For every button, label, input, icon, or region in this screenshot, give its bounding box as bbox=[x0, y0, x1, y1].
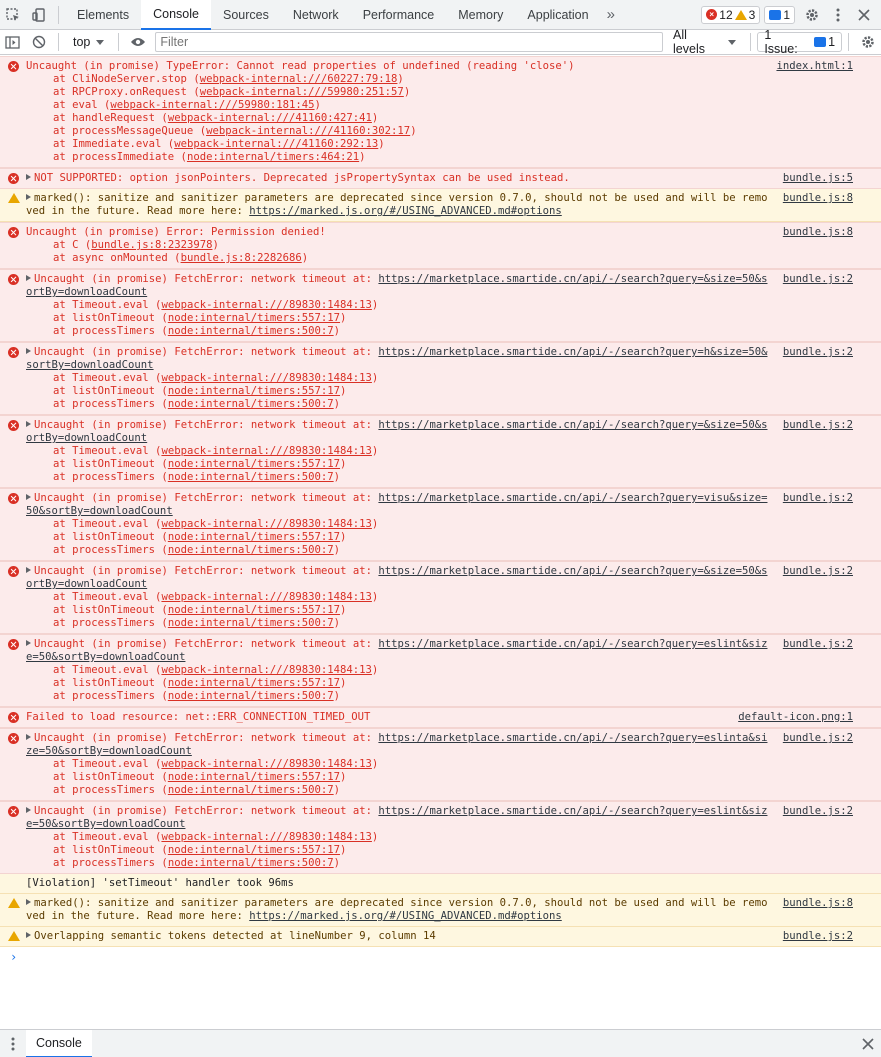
stack-paren: ) bbox=[371, 445, 379, 457]
message-link[interactable]: https://marketplace.smartide.cn/api/-/search?query=h&size=50&sortBy=downloadCount bbox=[26, 346, 768, 371]
message-text bbox=[26, 273, 771, 299]
stack-paren: ) bbox=[403, 86, 411, 98]
message-link[interactable]: https://marketplace.smartide.cn/api/-/search?query=eslinta&size=50&sortBy=downloadCount bbox=[26, 732, 768, 757]
stack-function: at processTimers ( bbox=[53, 471, 168, 483]
stack-paren: ) bbox=[340, 604, 347, 616]
message-link[interactable]: https://marketplace.smartide.cn/api/-/search?query=visu&size=50&sortBy=downloadCount bbox=[26, 492, 768, 517]
stack-frame bbox=[26, 398, 771, 411]
stack-location-link[interactable]: webpack-internal:///41160:302:17 bbox=[206, 125, 411, 137]
stack-frame bbox=[26, 312, 771, 325]
stack-function: at Timeout.eval ( bbox=[53, 831, 162, 843]
stack-paren: ) bbox=[371, 758, 379, 770]
divider bbox=[118, 33, 119, 51]
stack-function: at C ( bbox=[53, 239, 92, 251]
stack-frame bbox=[26, 372, 771, 385]
stack-function: at Timeout.eval ( bbox=[53, 445, 162, 457]
stack-paren: ) bbox=[333, 617, 341, 629]
expand-triangle-icon[interactable] bbox=[26, 734, 31, 740]
expand-triangle-icon[interactable] bbox=[26, 348, 31, 354]
message-text bbox=[26, 805, 771, 831]
message-link[interactable]: https://marketplace.smartide.cn/api/-/search?query=eslint&size=50&sortBy=downloadCount bbox=[26, 638, 768, 663]
console-message[interactable] bbox=[0, 561, 881, 634]
message-body: marked(): sanitize and sanitizer parameters are deprecated since version 0.7.0, should not be used and will be removed in the future. Read more here: bbox=[26, 192, 768, 217]
error-icon bbox=[8, 806, 19, 817]
warning-count: 3 bbox=[748, 7, 756, 22]
source-link[interactable]: bundle.js:8 bbox=[782, 192, 853, 204]
message-body: Uncaught (in promise) FetchError: network timeout at: bbox=[34, 492, 379, 504]
stack-location-link[interactable]: node:internal/timers:557:17 bbox=[167, 458, 341, 470]
stack-frame bbox=[26, 112, 771, 125]
stack-paren: ) bbox=[410, 125, 417, 137]
stack-function: at RPCProxy.onRequest ( bbox=[53, 86, 200, 98]
divider bbox=[58, 33, 59, 51]
message-body: Uncaught (in promise) FetchError: network timeout at: bbox=[34, 346, 379, 358]
stack-frame bbox=[26, 471, 771, 484]
divider bbox=[750, 33, 751, 51]
issues-count: 1 bbox=[828, 35, 836, 49]
tab-performance[interactable]: Performance bbox=[362, 7, 435, 22]
more-tabs-button[interactable]: » bbox=[606, 6, 615, 23]
message-body: Uncaught (in promise) FetchError: network timeout at: bbox=[34, 419, 379, 431]
stack-paren: ) bbox=[333, 857, 341, 869]
stack-function: at listOnTimeout ( bbox=[53, 844, 168, 856]
stack-location-link[interactable]: node:internal/timers:500:7 bbox=[167, 784, 334, 796]
expand-triangle-icon[interactable] bbox=[26, 494, 31, 500]
panel-tabs bbox=[65, 0, 601, 30]
expand-triangle-icon[interactable] bbox=[26, 275, 31, 281]
source-link[interactable]: bundle.js:2 bbox=[782, 638, 853, 650]
message-icon bbox=[814, 37, 826, 47]
error-icon bbox=[8, 566, 19, 577]
counts-area bbox=[701, 0, 881, 30]
stack-function: at Timeout.eval ( bbox=[53, 591, 162, 603]
error-warning-counter[interactable] bbox=[701, 6, 760, 24]
message-text bbox=[26, 492, 771, 518]
stack-frame bbox=[26, 385, 771, 398]
console-message[interactable] bbox=[0, 168, 881, 189]
source-link[interactable]: bundle.js:8 bbox=[782, 897, 853, 909]
stack-location-link[interactable]: webpack-internal:///89830:1484:13 bbox=[161, 758, 372, 770]
stack-paren: ) bbox=[333, 471, 341, 483]
close-drawer-icon[interactable] bbox=[855, 1029, 881, 1057]
tab-network[interactable]: Network bbox=[292, 7, 339, 22]
message-body: NOT SUPPORTED: option jsonPointers. Deprecated jsPropertySyntax can be used instead. bbox=[34, 172, 570, 184]
stack-paren: ) bbox=[371, 112, 379, 124]
message-link[interactable]: https://marketplace.smartide.cn/api/-/search?query=eslint&size=50&sortBy=downloadCount bbox=[26, 805, 768, 830]
error-icon bbox=[8, 61, 19, 72]
message-icon bbox=[769, 10, 781, 20]
stack-frame bbox=[26, 125, 771, 138]
stack-frame bbox=[26, 445, 771, 458]
stack-paren: ) bbox=[333, 398, 341, 410]
expand-triangle-icon[interactable] bbox=[26, 807, 31, 813]
message-text bbox=[26, 226, 771, 239]
stack-location-link[interactable]: bundle.js:8:2282686 bbox=[180, 252, 302, 264]
stack-function: at Timeout.eval ( bbox=[53, 372, 162, 384]
stack-frame bbox=[26, 758, 771, 771]
drawer-tab-console[interactable]: Console bbox=[26, 1030, 92, 1057]
stack-location-link[interactable]: node:internal/timers:464:21 bbox=[186, 151, 360, 163]
close-icon[interactable] bbox=[851, 0, 877, 30]
source-link[interactable]: bundle.js:2 bbox=[782, 346, 853, 358]
stack-frame bbox=[26, 239, 771, 252]
stack-frame bbox=[26, 857, 771, 870]
console-settings-gear-icon[interactable] bbox=[855, 27, 881, 57]
stack-paren: ) bbox=[371, 664, 379, 676]
stack-function: at listOnTimeout ( bbox=[53, 677, 168, 689]
error-icon bbox=[8, 227, 19, 238]
stack-paren: ) bbox=[301, 252, 309, 264]
stack-frame bbox=[26, 844, 771, 857]
stack-location-link[interactable]: node:internal/timers:500:7 bbox=[167, 471, 334, 483]
console-toolbar bbox=[0, 30, 881, 55]
console-prompt[interactable]: › bbox=[10, 950, 18, 964]
stack-function: at processImmediate ( bbox=[53, 151, 187, 163]
stack-location-link[interactable]: webpack-internal:///89830:1484:13 bbox=[161, 372, 372, 384]
stack-frame bbox=[26, 831, 771, 844]
stack-location-link[interactable]: node:internal/timers:500:7 bbox=[167, 325, 334, 337]
error-icon bbox=[8, 493, 19, 504]
log-levels-dropdown[interactable] bbox=[665, 28, 744, 56]
stack-function: at Timeout.eval ( bbox=[53, 664, 162, 676]
issues-button[interactable] bbox=[757, 28, 842, 56]
message-link[interactable]: https://marketplace.smartide.cn/api/-/search?query=&size=50&sortBy=downloadCount bbox=[26, 565, 768, 590]
stack-function: at processTimers ( bbox=[53, 784, 168, 796]
console-message[interactable] bbox=[0, 801, 881, 874]
stack-frame bbox=[26, 458, 771, 471]
stack-function: at listOnTimeout ( bbox=[53, 531, 168, 543]
expand-triangle-icon[interactable] bbox=[26, 899, 31, 905]
tab-memory[interactable]: Memory bbox=[458, 7, 504, 22]
stack-location-link[interactable]: webpack-internal:///89830:1484:13 bbox=[161, 445, 372, 457]
stack-function: at processTimers ( bbox=[53, 690, 168, 702]
source-link[interactable]: bundle.js:2 bbox=[782, 805, 853, 817]
stack-frame bbox=[26, 531, 771, 544]
stack-frame bbox=[26, 86, 771, 99]
stack-frame bbox=[26, 677, 771, 690]
message-body: Failed to load resource: net::ERR_CONNECTION_TIMED_OUT bbox=[26, 711, 371, 723]
chevron-down-icon bbox=[728, 40, 736, 45]
stack-location-link[interactable]: node:internal/timers:500:7 bbox=[167, 544, 334, 556]
log-levels-value: All levels bbox=[673, 28, 705, 56]
stack-function: at async onMounted ( bbox=[53, 252, 181, 264]
stack-function: at processTimers ( bbox=[53, 857, 168, 869]
stack-paren: ) bbox=[340, 385, 347, 397]
source-link[interactable]: index.html:1 bbox=[776, 60, 853, 72]
expand-triangle-icon[interactable] bbox=[26, 194, 31, 200]
stack-frame bbox=[26, 544, 771, 557]
console-message[interactable] bbox=[0, 634, 881, 707]
stack-function: at listOnTimeout ( bbox=[53, 458, 168, 470]
tab-console[interactable]: Console bbox=[141, 0, 211, 30]
stack-paren: ) bbox=[333, 544, 341, 556]
message-text bbox=[26, 711, 771, 724]
messages-counter[interactable] bbox=[764, 6, 795, 24]
console-messages bbox=[0, 56, 881, 1029]
stack-paren: ) bbox=[333, 784, 341, 796]
inspect-element-icon[interactable] bbox=[0, 0, 26, 30]
expand-triangle-icon[interactable] bbox=[26, 174, 31, 180]
stack-function: at handleRequest ( bbox=[53, 112, 168, 124]
console-message[interactable] bbox=[0, 894, 881, 927]
divider bbox=[848, 33, 849, 51]
source-link[interactable]: bundle.js:2 bbox=[782, 930, 853, 942]
stack-function: at listOnTimeout ( bbox=[53, 385, 168, 397]
error-icon bbox=[8, 173, 19, 184]
expand-triangle-icon[interactable] bbox=[26, 567, 31, 573]
stack-location-link[interactable]: node:internal/timers:500:7 bbox=[167, 617, 334, 629]
stack-paren: ) bbox=[378, 138, 385, 150]
context-selector[interactable] bbox=[65, 35, 112, 49]
device-toolbar-icon[interactable] bbox=[26, 0, 52, 30]
stack-paren: ) bbox=[333, 325, 341, 337]
stack-function: at eval ( bbox=[53, 99, 111, 111]
source-link[interactable]: bundle.js:2 bbox=[782, 565, 853, 577]
stack-function: at processTimers ( bbox=[53, 325, 168, 337]
warning-icon bbox=[8, 931, 20, 941]
error-icon bbox=[8, 347, 19, 358]
stack-paren: ) bbox=[371, 591, 379, 603]
stack-location-link[interactable]: node:internal/timers:557:17 bbox=[167, 312, 341, 324]
stack-paren: ) bbox=[371, 518, 379, 530]
message-text bbox=[26, 346, 771, 372]
message-text bbox=[26, 60, 771, 73]
tab-elements[interactable]: Elements bbox=[77, 7, 130, 22]
kebab-menu-icon[interactable] bbox=[825, 0, 851, 30]
message-link[interactable]: https://marked.js.org/#/USING_ADVANCED.md#options bbox=[249, 910, 562, 922]
stack-frame bbox=[26, 604, 771, 617]
stack-frame bbox=[26, 73, 771, 86]
error-count: 12 bbox=[719, 7, 733, 22]
error-icon bbox=[8, 274, 19, 285]
console-message[interactable] bbox=[0, 342, 881, 415]
stack-location-link[interactable]: node:internal/timers:557:17 bbox=[167, 385, 341, 397]
console-message[interactable] bbox=[0, 56, 881, 168]
console-message[interactable] bbox=[0, 874, 881, 894]
stack-location-link[interactable]: node:internal/timers:557:17 bbox=[167, 604, 341, 616]
warning-icon bbox=[735, 10, 747, 20]
sidebar-toggle-icon[interactable] bbox=[0, 27, 26, 57]
message-text bbox=[26, 930, 771, 943]
devtools-tabbar bbox=[0, 0, 881, 30]
stack-frame bbox=[26, 299, 771, 312]
stack-frame bbox=[26, 784, 771, 797]
stack-frame bbox=[26, 518, 771, 531]
stack-location-link[interactable]: node:internal/timers:557:17 bbox=[167, 677, 341, 689]
stack-location-link[interactable]: node:internal/timers:557:17 bbox=[167, 531, 341, 543]
stack-paren: ) bbox=[371, 299, 379, 311]
expand-triangle-icon[interactable] bbox=[26, 640, 31, 646]
message-body: Uncaught (in promise) FetchError: network timeout at: bbox=[34, 273, 379, 285]
stack-location-link[interactable]: webpack-internal:///41160:292:13 bbox=[174, 138, 379, 150]
stack-location-link[interactable]: node:internal/timers:500:7 bbox=[167, 690, 334, 702]
stack-function: at listOnTimeout ( bbox=[53, 312, 168, 324]
tab-application[interactable]: Application bbox=[527, 7, 589, 22]
stack-location-link[interactable]: node:internal/timers:557:17 bbox=[167, 771, 341, 783]
message-link[interactable]: https://marketplace.smartide.cn/api/-/search?query=&size=50&sortBy=downloadCount bbox=[26, 419, 768, 444]
source-link[interactable]: bundle.js:8 bbox=[782, 226, 853, 238]
message-body: Uncaught (in promise) FetchError: network timeout at: bbox=[34, 805, 379, 817]
console-message[interactable] bbox=[0, 707, 881, 728]
stack-paren: ) bbox=[340, 677, 347, 689]
stack-location-link[interactable]: webpack-internal:///59980:181:45 bbox=[110, 99, 315, 111]
message-body: Uncaught (in promise) FetchError: network timeout at: bbox=[34, 638, 379, 650]
stack-paren: ) bbox=[212, 239, 219, 251]
context-value: top bbox=[72, 35, 91, 49]
stack-location-link[interactable]: webpack-internal:///89830:1484:13 bbox=[161, 518, 372, 530]
stack-function: at listOnTimeout ( bbox=[53, 771, 168, 783]
stack-paren: ) bbox=[340, 458, 347, 470]
stack-function: at processMessageQueue ( bbox=[53, 125, 207, 137]
message-text bbox=[26, 732, 771, 758]
stack-function: at Immediate.eval ( bbox=[53, 138, 175, 150]
message-text bbox=[26, 638, 771, 664]
tab-sources[interactable]: Sources bbox=[222, 7, 269, 22]
stack-frame bbox=[26, 151, 771, 164]
stack-function: at processTimers ( bbox=[53, 398, 168, 410]
chevron-down-icon bbox=[96, 40, 104, 45]
message-body: Uncaught (in promise) FetchError: network timeout at: bbox=[34, 732, 379, 744]
stack-function: at listOnTimeout ( bbox=[53, 604, 168, 616]
error-icon: × bbox=[706, 9, 717, 20]
clear-console-icon[interactable] bbox=[26, 27, 52, 57]
source-link[interactable]: bundle.js:5 bbox=[782, 172, 853, 184]
source-link[interactable]: bundle.js:2 bbox=[782, 492, 853, 504]
message-link[interactable]: https://marketplace.smartide.cn/api/-/search?query=&size=50&sortBy=downloadCount bbox=[26, 273, 768, 298]
source-link[interactable]: bundle.js:2 bbox=[782, 419, 853, 431]
bottom-drawer bbox=[0, 1029, 881, 1057]
filter-input[interactable] bbox=[155, 32, 663, 52]
message-text bbox=[26, 192, 771, 218]
stack-function: at Timeout.eval ( bbox=[53, 758, 162, 770]
issues-label: 1 Issue: bbox=[764, 28, 798, 56]
stack-frame bbox=[26, 325, 771, 338]
message-text bbox=[26, 565, 771, 591]
message-body: marked(): sanitize and sanitizer parameters are deprecated since version 0.7.0, should not be used and will be removed in the future. Read more here: bbox=[26, 897, 768, 922]
stack-location-link[interactable]: node:internal/timers:500:7 bbox=[167, 398, 334, 410]
stack-paren: ) bbox=[333, 690, 341, 702]
message-link[interactable]: https://marked.js.org/#/USING_ADVANCED.md#options bbox=[249, 205, 562, 217]
stack-location-link[interactable]: node:internal/timers:557:17 bbox=[167, 844, 341, 856]
stack-location-link[interactable]: webpack-internal:///41160:427:41 bbox=[167, 112, 372, 124]
error-icon bbox=[8, 420, 19, 431]
message-body: Uncaught (in promise) TypeError: Cannot read properties of undefined (reading 'close') bbox=[26, 60, 575, 72]
stack-location-link[interactable]: webpack-internal:///89830:1484:13 bbox=[161, 831, 372, 843]
stack-location-link[interactable]: bundle.js:8:2323978 bbox=[91, 239, 213, 251]
source-link[interactable]: default-icon.png:1 bbox=[738, 711, 853, 723]
stack-frame bbox=[26, 617, 771, 630]
stack-location-link[interactable]: webpack-internal:///89830:1484:13 bbox=[161, 299, 372, 311]
stack-frame bbox=[26, 252, 771, 265]
message-body: Overlapping semantic tokens detected at lineNumber 9, column 14 bbox=[34, 930, 436, 942]
stack-paren: ) bbox=[397, 73, 404, 85]
stack-function: at processTimers ( bbox=[53, 617, 168, 629]
message-text bbox=[26, 897, 771, 923]
stack-location-link[interactable]: webpack-internal:///60227:79:18 bbox=[199, 73, 398, 85]
source-link[interactable]: bundle.js:2 bbox=[782, 273, 853, 285]
stack-frame bbox=[26, 771, 771, 784]
error-icon bbox=[8, 712, 19, 723]
stack-frame bbox=[26, 690, 771, 703]
stack-location-link[interactable]: webpack-internal:///89830:1484:13 bbox=[161, 664, 372, 676]
stack-function: at processTimers ( bbox=[53, 544, 168, 556]
stack-function: at Timeout.eval ( bbox=[53, 299, 162, 311]
stack-frame bbox=[26, 138, 771, 151]
divider bbox=[58, 6, 59, 24]
drawer-menu-icon[interactable] bbox=[0, 1029, 26, 1057]
stack-location-link[interactable]: webpack-internal:///89830:1484:13 bbox=[161, 591, 372, 603]
stack-paren: ) bbox=[340, 312, 347, 324]
console-message[interactable] bbox=[0, 269, 881, 342]
message-text bbox=[26, 172, 771, 185]
console-message[interactable] bbox=[0, 222, 881, 269]
stack-paren: ) bbox=[314, 99, 321, 111]
warning-icon bbox=[8, 193, 20, 203]
stack-location-link[interactable]: node:internal/timers:500:7 bbox=[167, 857, 334, 869]
stack-frame bbox=[26, 591, 771, 604]
error-icon bbox=[8, 733, 19, 744]
message-text bbox=[26, 877, 771, 890]
stack-paren: ) bbox=[371, 831, 379, 843]
stack-paren: ) bbox=[340, 531, 347, 543]
warning-icon bbox=[8, 898, 20, 908]
stack-frame bbox=[26, 664, 771, 677]
stack-paren: ) bbox=[371, 372, 379, 384]
source-link[interactable]: bundle.js:2 bbox=[782, 732, 853, 744]
gear-icon[interactable] bbox=[799, 0, 825, 30]
expand-triangle-icon[interactable] bbox=[26, 932, 31, 938]
stack-paren: ) bbox=[340, 844, 347, 856]
console-message[interactable] bbox=[0, 488, 881, 561]
stack-function: at CliNodeServer.stop ( bbox=[53, 73, 200, 85]
console-message[interactable] bbox=[0, 415, 881, 488]
stack-paren: ) bbox=[359, 151, 366, 163]
console-message[interactable] bbox=[0, 189, 881, 222]
console-message[interactable] bbox=[0, 927, 881, 947]
stack-location-link[interactable]: webpack-internal:///59980:251:57 bbox=[199, 86, 404, 98]
stack-frame bbox=[26, 99, 771, 112]
console-message[interactable] bbox=[0, 728, 881, 801]
message-text bbox=[26, 419, 771, 445]
stack-paren: ) bbox=[340, 771, 347, 783]
message-body: [Violation] 'setTimeout' handler took 96ms bbox=[26, 877, 294, 889]
message-body: Uncaught (in promise) FetchError: network timeout at: bbox=[34, 565, 379, 577]
message-count: 1 bbox=[783, 7, 790, 22]
message-body: Uncaught (in promise) Error: Permission denied! bbox=[26, 226, 326, 238]
error-icon bbox=[8, 639, 19, 650]
stack-function: at Timeout.eval ( bbox=[53, 518, 162, 530]
eye-icon[interactable] bbox=[125, 27, 151, 57]
expand-triangle-icon[interactable] bbox=[26, 421, 31, 427]
